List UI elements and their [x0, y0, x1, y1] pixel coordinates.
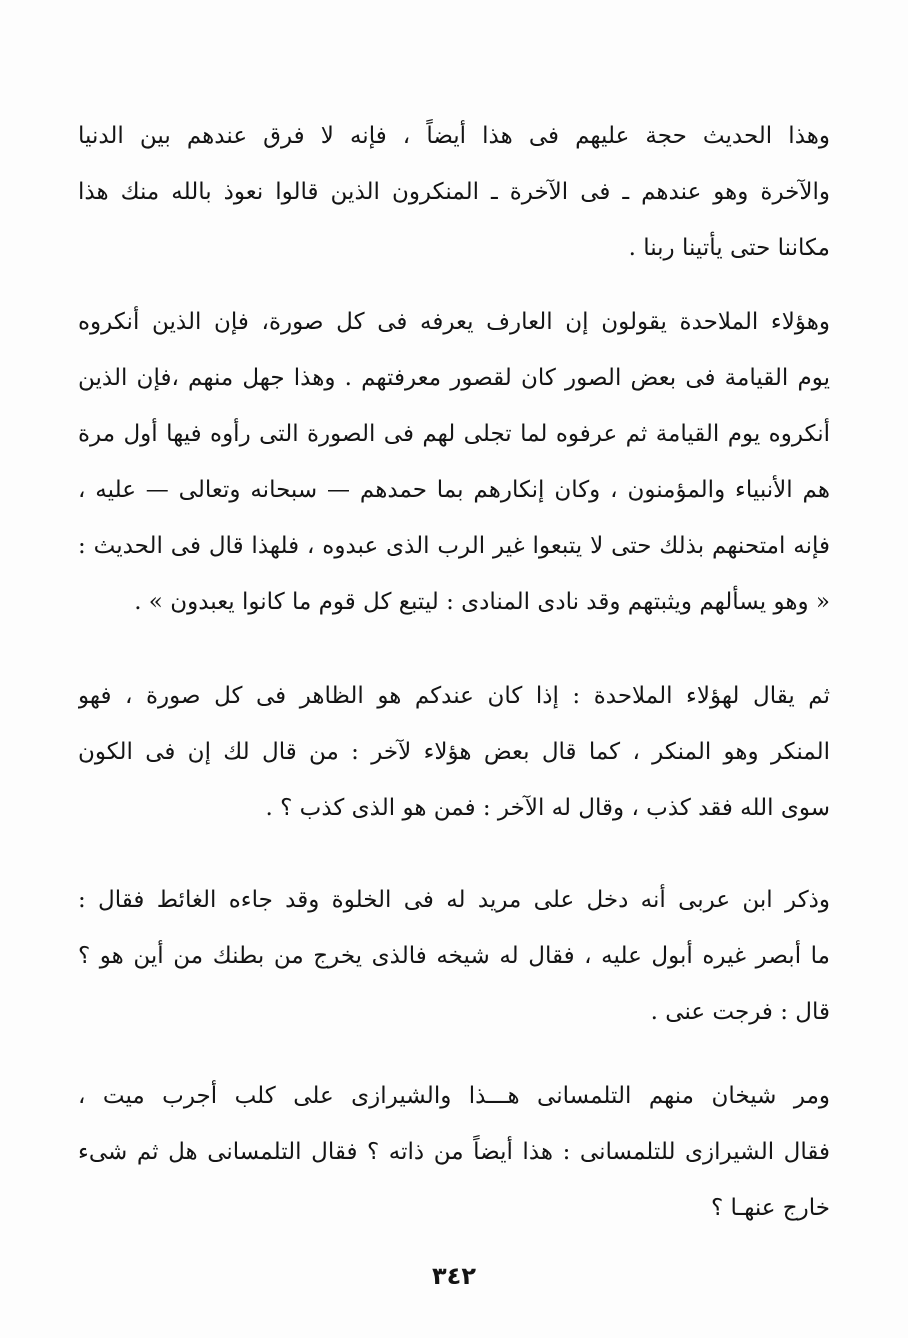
text-line: والآخرة وهو عندهم ـ فى الآخرة ـ المنكرون الذين قالوا نعوذ بالله منك هذا: [78, 179, 830, 205]
paragraph-5: [78, 1068, 830, 1236]
text-line: سوى الله فقد كذب ، وقال له الآخر : فمن هو الذى كذب ؟ .: [265, 795, 830, 821]
text-line: هم الأنبياء والمؤمنون ، وكان إنكارهم بما حمدهم — سبحانه وتعالى — عليه ،: [78, 477, 830, 503]
text-line: « وهو يسألهم ويثبتهم وقد نادى المنادى : ليتبع كل قوم ما كانوا يعبدون » .: [134, 589, 830, 615]
text-line: أنكروه يوم القيامة ثم عرفوه لما تجلى لهم فى الصورة التى رأوه فيها أول مرة: [78, 421, 830, 447]
paragraph-2: [78, 294, 830, 630]
text-line: مكاننا حتى يأتينا ربنا .: [628, 235, 830, 261]
text-line: ومر شيخان منهم التلمسانى هـــذا والشيرازى على كلب أجرب ميت ،: [78, 1083, 830, 1109]
text-line: يوم القيامة فى بعض الصور كان لقصور معرفتهم . وهذا جهل منهم ،فإن الذين: [78, 365, 830, 391]
text-line: وهؤلاء الملاحدة يقولون إن العارف يعرفه فى كل صورة، فإن الذين أنكروه: [78, 309, 830, 335]
text-line: خارج عنهـا ؟: [710, 1195, 830, 1221]
text-line: وذكر ابن عربى أنه دخل على مريد له فى الخلوة وقد جاءه الغائط فقال :: [78, 887, 830, 913]
text-line: فإنه امتحنهم بذلك حتى لا يتبعوا غير الرب الذى عبدوه ، فلهذا قال فى الحديث :: [78, 533, 830, 559]
text-line: وهذا الحديث حجة عليهم فى هذا أيضاً ، فإنه لا فرق عندهم بين الدنيا: [78, 123, 830, 149]
paragraph-3: [78, 668, 830, 836]
paragraph-1: [78, 108, 830, 276]
text-line: فقال الشيرازى للتلمسانى : هذا أيضاً من ذاته ؟ فقال التلمسانى هل ثم شىء: [78, 1139, 830, 1165]
text-line: المنكر وهو المنكر ، كما قال بعض هؤلاء لآخر : من قال لك إن فى الكون: [78, 739, 830, 765]
page-number: ٣٤٢: [432, 1262, 476, 1290]
paragraph-4: [78, 872, 830, 1040]
text-line: ثم يقال لهؤلاء الملاحدة : إذا كان عندكم هو الظاهر فى كل صورة ، فهو: [78, 683, 830, 709]
text-line: قال : فرجت عنى .: [650, 999, 830, 1025]
text-line: ما أبصر غيره أبول عليه ، فقال له شيخه فالذى يخرج من بطنك من أين هو ؟: [78, 943, 830, 969]
